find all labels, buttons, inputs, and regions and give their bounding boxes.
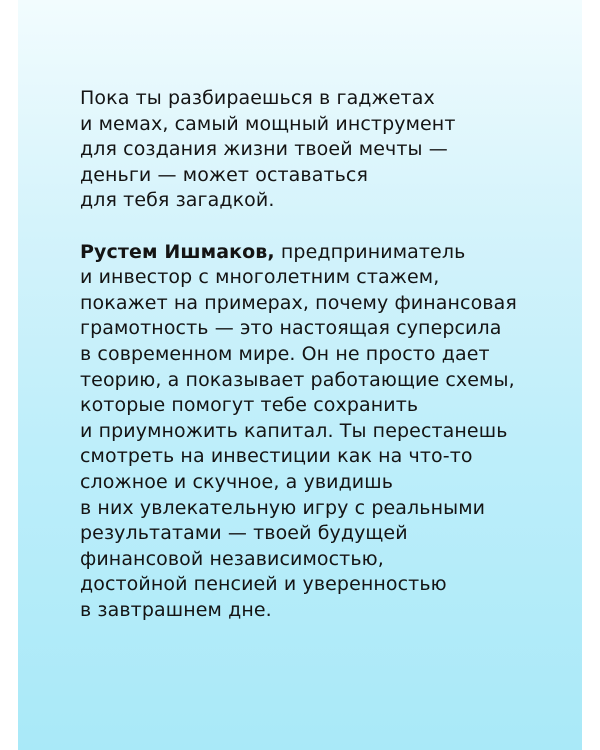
body-line-7: и приумножить капитал. Ты перестанешь [80,419,508,442]
body-line-2: покажет на примерах, почему финансовая [80,291,517,314]
intro-line-5: для тебя загадкой. [80,189,275,212]
body-line-1: и инвестор с многолетним стажем, [80,266,440,289]
body-line-6: которые помогут тебе сохранить [80,394,419,417]
paragraph-gap [80,214,570,240]
author-name: Рустем Ишмаков, [80,240,275,263]
body-line-10: в них увлекательную игру с реальными [80,496,486,519]
body-line-8: смотреть на инвестиции как на что-то [80,445,473,468]
body-line-13: достойной пенсией и уверенностью [80,573,447,596]
intro-line-2: и мемах, самый мощный инструмент [80,112,456,135]
intro-line-4: деньги — может оставаться [80,163,368,186]
author-line-rest: предприниматель [274,240,466,263]
body-line-5: теорию, а показывает работающие схемы, [80,368,515,391]
body-line-11: результатами — твоей будущей [80,522,408,545]
book-cover-page [18,0,582,750]
intro-line-1: Пока ты разбираешься в гаджетах [80,87,435,109]
body-line-14: в завтрашнем дне. [80,598,272,621]
body-line-9: сложное и скучное, а увидишь [80,470,394,493]
description-text [80,86,570,623]
body-line-12: финансовой независимостью, [80,547,384,570]
intro-line-3: для создания жизни твоей мечты — [80,138,448,161]
body-line-4: в современном мире. Он не просто дает [80,342,490,365]
author-line [80,240,570,266]
body-line-3: грамотность — это настоящая суперсила [80,317,502,340]
